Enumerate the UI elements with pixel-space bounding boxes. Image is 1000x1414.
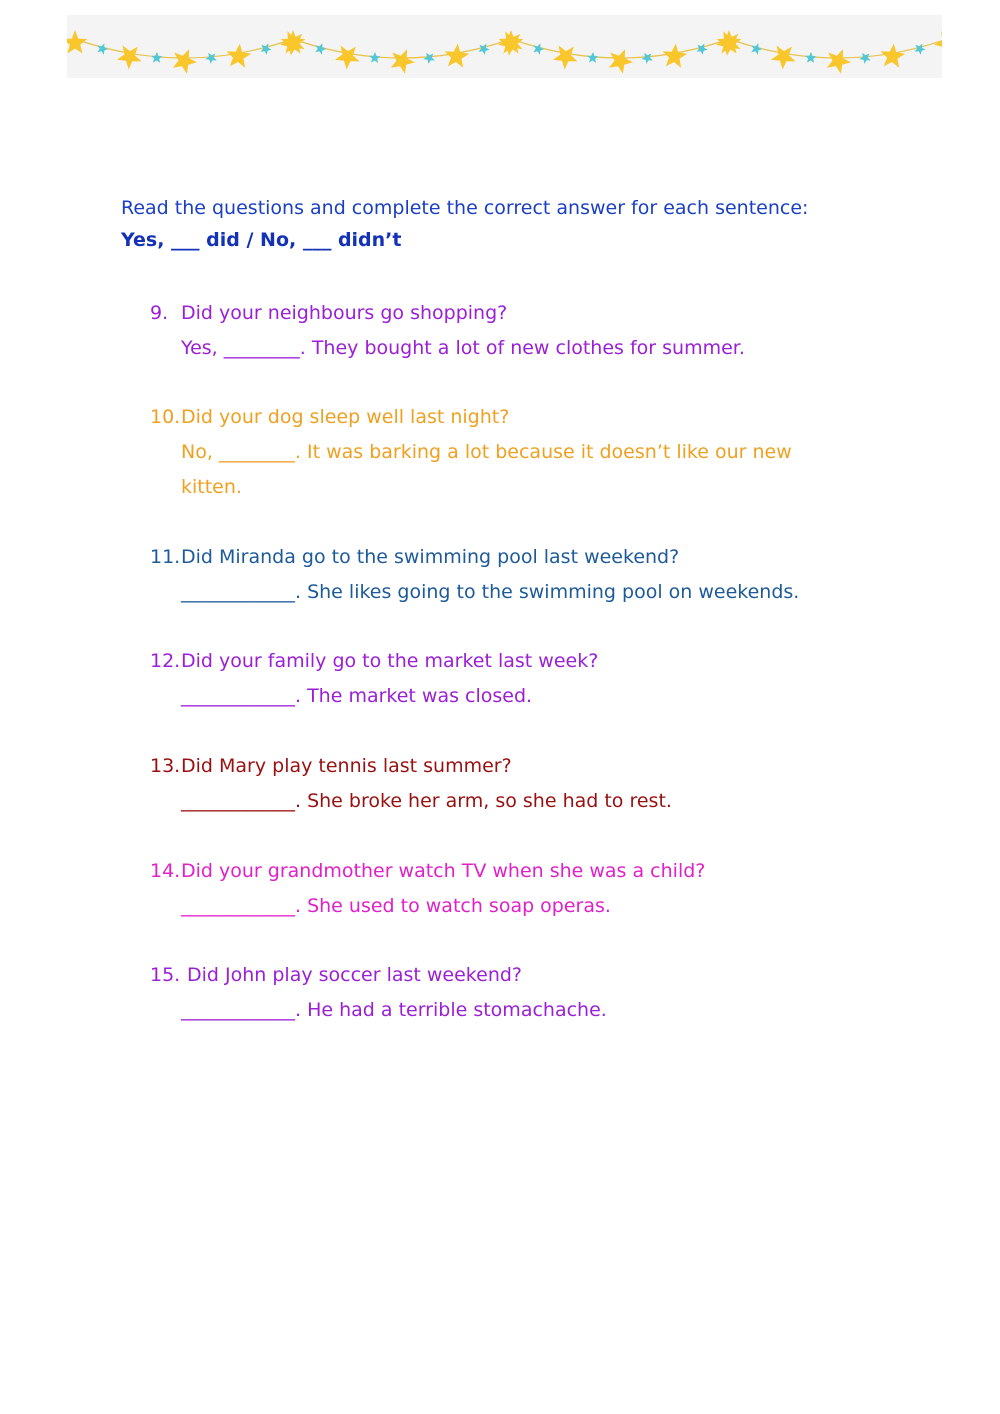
question-item-15 — [150, 958, 890, 1028]
question-item-14 — [150, 854, 890, 924]
question-text: Did Miranda go to the swimming pool last weekend? — [181, 546, 680, 568]
question-number: 14. — [150, 860, 181, 882]
answer-line: kitten. — [181, 476, 242, 498]
question-number: 12. — [150, 650, 181, 672]
question-item-11 — [150, 540, 890, 610]
answer-line: ____________. She broke her arm, so she had to rest. — [181, 790, 672, 812]
answer-line: ____________. She likes going to the swimming pool on weekends. — [181, 581, 800, 603]
question-number: 10. — [150, 406, 181, 428]
answer-line: No, ________. It was barking a lot because it doesn’t like our new — [181, 441, 792, 463]
question-text: Did your family go to the market last week? — [181, 650, 599, 672]
answer-line: ____________. She used to watch soap operas. — [181, 895, 611, 917]
question-number: 11. — [150, 546, 181, 568]
question-item-12 — [150, 644, 890, 714]
question-text: Did your dog sleep well last night? — [181, 406, 510, 428]
star-garland-icon — [67, 15, 942, 78]
question-text: Did your grandmother watch TV when she was a child? — [181, 860, 706, 882]
star-garland-banner — [67, 15, 942, 78]
instructions-text: Read the questions and complete the correct answer for each sentence: — [121, 197, 809, 219]
question-number: 15. — [150, 964, 181, 986]
question-item-9 — [150, 296, 890, 366]
question-number: 9. — [150, 302, 169, 324]
answer-pattern: Yes, ___ did / No, ___ didn’t — [121, 229, 402, 251]
answer-line: Yes, ________. They bought a lot of new clothes for summer. — [181, 337, 745, 359]
question-text: Did your neighbours go shopping? — [181, 302, 508, 324]
answer-line: ____________. He had a terrible stomachache. — [181, 999, 607, 1021]
question-number: 13. — [150, 755, 181, 777]
question-text: Did Mary play tennis last summer? — [181, 755, 512, 777]
question-text: Did John play soccer last weekend? — [187, 964, 523, 986]
question-item-10 — [150, 400, 890, 505]
answer-line: ____________. The market was closed. — [181, 685, 533, 707]
question-item-13 — [150, 749, 890, 819]
instructions — [121, 193, 808, 257]
